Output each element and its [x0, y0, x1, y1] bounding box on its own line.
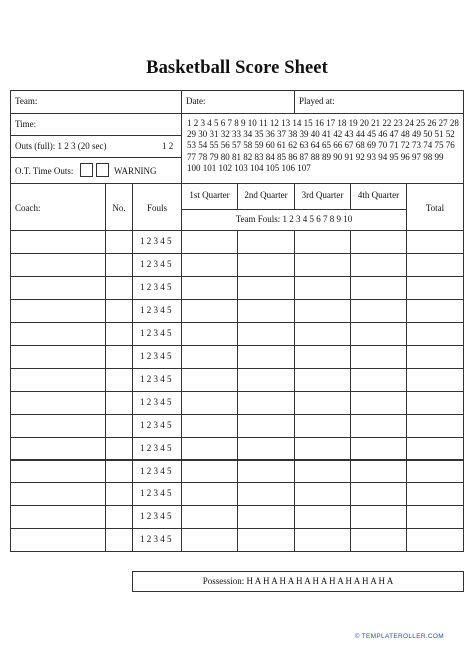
footer-credit: © TEMPLATEROLLER.COM — [354, 633, 444, 640]
quarter-2-cell[interactable] — [237, 368, 295, 392]
outs-field[interactable] — [10, 135, 182, 158]
quarter-label: 3rd Quarter — [301, 190, 344, 200]
quarter-4-cell[interactable] — [350, 437, 407, 461]
quarter-4-cell[interactable] — [350, 322, 407, 346]
quarter-1-cell[interactable] — [181, 345, 238, 369]
quarter-3-cell[interactable] — [294, 230, 351, 254]
quarter-3-cell[interactable] — [294, 437, 351, 461]
quarter-1-cell[interactable] — [181, 414, 238, 438]
quarter-3-cell[interactable] — [294, 482, 351, 506]
fouls-numbers: 1 2 3 4 5 — [140, 373, 172, 384]
quarter-header-1 — [181, 183, 238, 210]
number-cell[interactable] — [105, 414, 133, 438]
quarter-3-cell[interactable] — [294, 414, 351, 438]
fouls-cell[interactable] — [132, 391, 182, 415]
quarter-1-cell[interactable] — [181, 276, 238, 300]
fouls-cell[interactable] — [132, 460, 182, 484]
quarter-4-cell[interactable] — [350, 414, 407, 438]
quarter-4-cell[interactable] — [350, 230, 407, 254]
quarter-4-cell[interactable] — [350, 345, 407, 369]
quarter-2-cell[interactable] — [237, 505, 295, 529]
time-field[interactable] — [10, 113, 182, 136]
team-fouls-label: Team Fouls: 1 2 3 4 5 6 7 8 9 10 — [235, 214, 353, 224]
quarter-1-cell[interactable] — [181, 505, 238, 529]
total-cell[interactable] — [406, 437, 464, 461]
possession-row[interactable] — [132, 571, 464, 592]
quarter-label: 2nd Quarter — [244, 190, 288, 200]
quarter-3-cell[interactable] — [294, 322, 351, 346]
total-cell[interactable] — [406, 345, 464, 369]
coach-cell[interactable] — [10, 391, 106, 415]
number-cell[interactable] — [105, 345, 133, 369]
quarter-2-cell[interactable] — [237, 253, 295, 277]
coach-cell[interactable] — [10, 299, 106, 323]
running-score-numbers[interactable] — [181, 113, 464, 184]
coach-cell[interactable] — [10, 528, 106, 552]
fouls-numbers: 1 2 3 4 5 — [140, 488, 172, 499]
quarter-header-4 — [350, 183, 407, 210]
total-label: Total — [425, 203, 445, 213]
total-cell[interactable] — [406, 391, 464, 415]
coach-cell[interactable] — [10, 460, 106, 484]
fouls-cell[interactable] — [132, 322, 182, 346]
quarter-1-cell[interactable] — [181, 368, 238, 392]
quarter-1-cell[interactable] — [181, 482, 238, 506]
coach-cell[interactable] — [10, 230, 106, 254]
number-cell[interactable] — [105, 299, 133, 323]
number-cell[interactable] — [105, 391, 133, 415]
number-cell[interactable] — [105, 276, 133, 300]
fouls-cell[interactable] — [132, 505, 182, 529]
fouls-numbers: 1 2 3 4 5 — [140, 281, 172, 292]
total-cell[interactable] — [406, 505, 464, 529]
fouls-label: Fouls — [146, 203, 167, 213]
quarter-4-cell[interactable] — [350, 528, 407, 552]
coach-cell[interactable] — [10, 322, 106, 346]
total-cell[interactable] — [406, 368, 464, 392]
quarter-2-cell[interactable] — [237, 230, 295, 254]
quarter-2-cell[interactable] — [237, 460, 295, 484]
quarter-1-cell[interactable] — [181, 322, 238, 346]
quarter-2-cell[interactable] — [237, 414, 295, 438]
coach-cell[interactable] — [10, 368, 106, 392]
fouls-numbers: 1 2 3 4 5 — [140, 511, 172, 522]
number-cell[interactable] — [105, 253, 133, 277]
no-header — [105, 183, 133, 231]
outs-label: Outs (full): 1 2 3 (20 sec) — [15, 141, 107, 151]
fouls-cell[interactable] — [132, 230, 182, 254]
quarter-4-cell[interactable] — [350, 482, 407, 506]
team-fouls-row[interactable] — [181, 209, 407, 231]
quarter-2-cell[interactable] — [237, 299, 295, 323]
fouls-numbers: 1 2 3 4 5 — [140, 236, 172, 246]
fouls-cell[interactable] — [132, 276, 182, 300]
ot-checkbox-1[interactable] — [80, 163, 93, 177]
page-title: Basketball Score Sheet — [146, 58, 328, 78]
number-cell[interactable] — [105, 437, 133, 461]
number-cell[interactable] — [105, 230, 133, 254]
total-cell[interactable] — [406, 460, 464, 484]
number-cell[interactable] — [105, 482, 133, 506]
quarter-3-cell[interactable] — [294, 391, 351, 415]
ot-checkbox-2[interactable] — [96, 163, 109, 177]
date-label: Date: — [186, 96, 206, 106]
fouls-cell[interactable] — [132, 345, 182, 369]
quarter-header-2 — [237, 183, 295, 210]
fouls-numbers: 1 2 3 4 5 — [140, 534, 172, 545]
quarter-1-cell[interactable] — [181, 460, 238, 484]
warning-label: WARNING — [114, 166, 157, 176]
ot-label: O.T. Time Outs: — [15, 166, 74, 176]
fouls-cell[interactable] — [132, 253, 182, 277]
quarter-4-cell[interactable] — [350, 460, 407, 484]
total-cell[interactable] — [406, 322, 464, 346]
coach-cell[interactable] — [10, 505, 106, 529]
total-cell[interactable] — [406, 528, 464, 552]
time-label: Time: — [15, 119, 37, 129]
coach-cell[interactable] — [10, 482, 106, 506]
quarter-3-cell[interactable] — [294, 528, 351, 552]
quarter-2-cell[interactable] — [237, 391, 295, 415]
fouls-numbers: 1 2 3 4 5 — [140, 419, 172, 430]
ot-time-outs-field[interactable] — [10, 157, 182, 184]
number-cell[interactable] — [105, 368, 133, 392]
fouls-numbers: 1 2 3 4 5 — [140, 327, 172, 338]
fouls-cell[interactable] — [132, 528, 182, 552]
quarter-label: 1st Quarter — [189, 190, 230, 200]
outs-right-label: 1 2 — [162, 141, 174, 151]
quarter-2-cell[interactable] — [237, 276, 295, 300]
quarter-2-cell[interactable] — [237, 437, 295, 461]
coach-cell[interactable] — [10, 345, 106, 369]
coach-cell[interactable] — [10, 276, 106, 300]
total-cell[interactable] — [406, 276, 464, 300]
coach-cell[interactable] — [10, 253, 106, 277]
quarter-header-3 — [294, 183, 351, 210]
quarter-2-cell[interactable] — [237, 345, 295, 369]
number-cell[interactable] — [105, 460, 133, 484]
fouls-numbers: 1 2 3 4 5 — [140, 350, 172, 361]
quarter-3-cell[interactable] — [294, 253, 351, 277]
fouls-numbers: 1 2 3 4 5 — [140, 258, 172, 269]
quarter-1-cell[interactable] — [181, 528, 238, 552]
quarter-2-cell[interactable] — [237, 528, 295, 552]
quarter-3-cell[interactable] — [294, 368, 351, 392]
coach-header — [10, 183, 106, 231]
possession-label: Possession: H A H A H A H A H A H A H A H A H A — [202, 576, 394, 586]
date-field[interactable] — [181, 90, 295, 114]
quarter-3-cell[interactable] — [294, 276, 351, 300]
coach-cell[interactable] — [10, 414, 106, 438]
total-cell[interactable] — [406, 299, 464, 323]
quarter-3-cell[interactable] — [294, 505, 351, 529]
quarter-3-cell[interactable] — [294, 345, 351, 369]
quarter-4-cell[interactable] — [350, 299, 407, 323]
quarter-4-cell[interactable] — [350, 505, 407, 529]
quarter-1-cell[interactable] — [181, 391, 238, 415]
team-label: Team: — [15, 96, 38, 106]
total-cell[interactable] — [406, 414, 464, 438]
total-cell[interactable] — [406, 253, 464, 277]
total-cell[interactable] — [406, 482, 464, 506]
fouls-cell[interactable] — [132, 437, 182, 461]
quarter-1-cell[interactable] — [181, 437, 238, 461]
fouls-numbers: 1 2 3 4 5 — [140, 442, 172, 453]
fouls-numbers: 1 2 3 4 5 — [140, 465, 172, 476]
fouls-cell[interactable] — [132, 368, 182, 392]
quarter-label: 4th Quarter — [357, 190, 400, 200]
fouls-cell[interactable] — [132, 414, 182, 438]
quarter-2-cell[interactable] — [237, 482, 295, 506]
quarter-3-cell[interactable] — [294, 460, 351, 484]
quarter-4-cell[interactable] — [350, 276, 407, 300]
fouls-numbers: 1 2 3 4 5 — [140, 396, 172, 407]
total-header — [406, 183, 464, 231]
quarter-4-cell[interactable] — [350, 391, 407, 415]
no-label: No. — [112, 203, 126, 213]
quarter-2-cell[interactable] — [237, 322, 295, 346]
quarter-3-cell[interactable] — [294, 299, 351, 323]
played-at-label: Played at: — [299, 96, 335, 106]
quarter-4-cell[interactable] — [350, 368, 407, 392]
played-at-field[interactable] — [294, 90, 464, 114]
quarter-4-cell[interactable] — [350, 253, 407, 277]
fouls-header — [132, 183, 182, 231]
number-cell[interactable] — [105, 528, 133, 552]
quarter-1-cell[interactable] — [181, 299, 238, 323]
total-cell[interactable] — [406, 230, 464, 254]
coach-cell[interactable] — [10, 437, 106, 461]
coach-label: Coach: — [15, 203, 41, 213]
fouls-cell[interactable] — [132, 482, 182, 506]
quarter-1-cell[interactable] — [181, 230, 238, 254]
number-cell[interactable] — [105, 322, 133, 346]
fouls-numbers: 1 2 3 4 5 — [140, 304, 172, 315]
team-field[interactable] — [10, 90, 182, 114]
quarter-1-cell[interactable] — [181, 253, 238, 277]
fouls-cell[interactable] — [132, 299, 182, 323]
score-numbers-text: 1 2 3 4 5 6 7 8 9 10 11 12 13 14 15 16 17 18 19 20 21 22 23 24 25 26 27 28 29 30 31 32 33 34 35 36 37 38 39 40 41 42 43 44 45 46 47 48 49 50 51 52 53 54 55 56 57 58 59 60 61 62 63 64 65 66 67 68 69 70 71 72 73 74 75 76 77 78 79 80 81 82 83 84 85 86 87 88 89 90 91 92 93 94 95 96 97 98 99 100 101 102 103 104 105 106 107 — [187, 118, 459, 173]
number-cell[interactable] — [105, 505, 133, 529]
